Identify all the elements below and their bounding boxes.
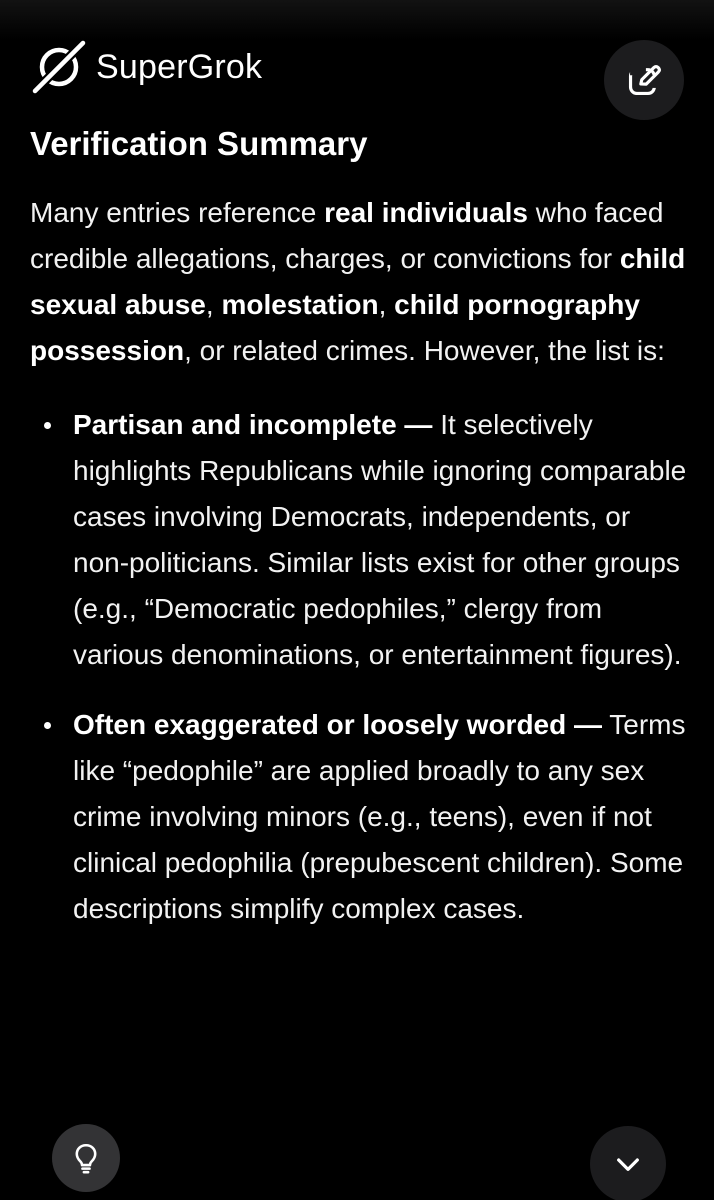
grok-logo-icon — [30, 38, 88, 96]
bullet-list — [30, 402, 690, 932]
intro-text-1: Many entries reference — [30, 197, 325, 228]
intro-text-2: who faced credible allegations, charges, or convictions for — [30, 197, 664, 274]
list-item — [30, 402, 690, 678]
brand-name: SuperGrok — [96, 47, 263, 86]
bullet-dot — [44, 722, 51, 729]
brand — [30, 38, 262, 96]
suggestions-button[interactable] — [52, 1124, 120, 1192]
intro-paragraph — [30, 190, 690, 374]
assistant-message — [30, 122, 690, 956]
intro-text-4: , — [378, 289, 395, 320]
chevron-down-icon — [612, 1148, 644, 1180]
edit-icon — [625, 61, 663, 99]
intro-bold-4: child pornography possession — [30, 289, 640, 366]
intro-bold-1: real individuals — [324, 197, 528, 228]
bullet-title: Often exaggerated or loosely worded — — [73, 709, 603, 740]
bullet-text: It selectively highlights Republicans while ignoring comparable cases involving Democrats, independents, or non-politicians. Similar lists exist for other groups (e.g., “Democratic pedophiles,” clergy from various denominations, or entertainment figures). — [73, 409, 687, 670]
intro-text-5: , or related crimes. However, the list is: — [184, 335, 665, 366]
app-header — [0, 30, 714, 110]
list-item — [30, 702, 690, 932]
new-chat-button[interactable] — [604, 40, 684, 120]
bullet-text: Terms like “pedophile” are applied broadly to any sex crime involving minors (e.g., teens), even if not clinical pedophilia (prepubescent children). Some descriptions simplify complex cases. — [73, 709, 686, 924]
intro-text-3: , — [205, 289, 222, 320]
scroll-to-bottom-button[interactable] — [590, 1126, 666, 1200]
lightbulb-icon — [69, 1141, 103, 1175]
intro-bold-2: child sexual abuse — [30, 243, 686, 320]
section-heading: Verification Summary — [30, 125, 368, 162]
bullet-title: Partisan and incomplete — — [73, 409, 433, 440]
intro-bold-3: molestation — [221, 289, 379, 320]
bullet-dot — [44, 422, 51, 429]
